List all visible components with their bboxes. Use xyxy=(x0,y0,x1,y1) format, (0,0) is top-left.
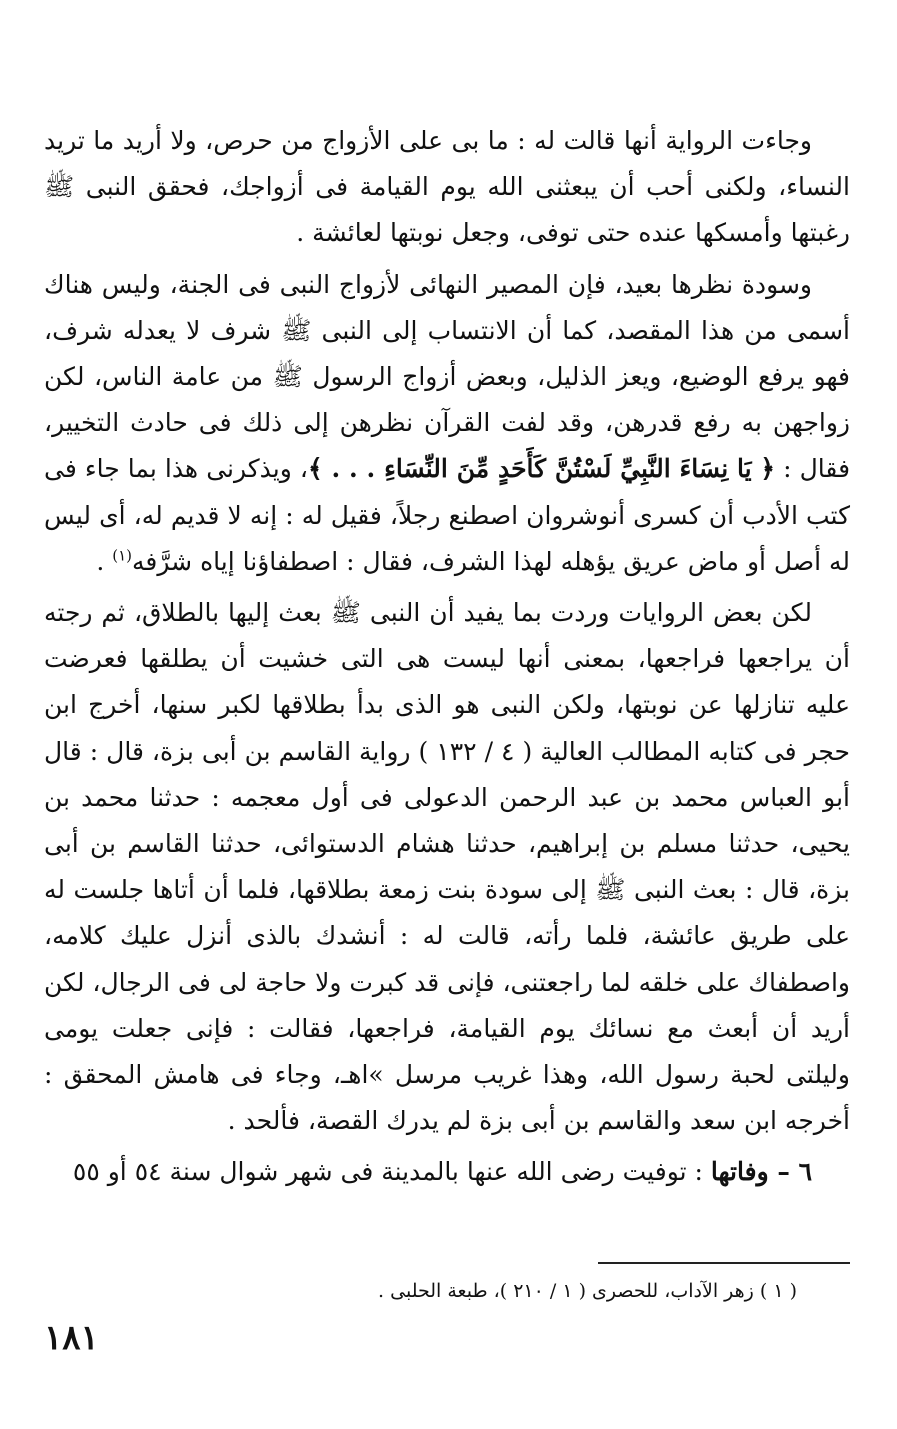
paragraph-1 xyxy=(44,118,850,257)
footnote-divider xyxy=(598,1262,850,1264)
page-number: ١٨١ xyxy=(44,1318,99,1358)
footnote-reference: (١) xyxy=(112,546,133,565)
paragraph-2-text-after-quote: ، ويذكرنى هذا بما جاء فى كتب الأدب أن كسرى أنوشروان اصطنع رجلاً، فقيل له : إنه لا قديم له، أى ليس له أصل أو ماض عريق يؤهله لهذا الشرف، فقال : اصطفاؤنا إياه شرَّفه xyxy=(44,454,850,576)
paragraph-1-text: وجاءت الرواية أنها قالت له : ما بى على الأزواج من حرص، ولا أريد ما تريد النساء، ولكنى أحب أن يبعثنى الله يوم القيامة فى أزواجك، فحقق النبى ﷺ رغبتها وأمسكها عنده حتى توفى، وجعل نوبتها لعائشة . xyxy=(44,126,850,248)
paragraph-2-text-before-quote: وسودة نظرها بعيد، فإن المصير النهائى لأزواج النبى فى الجنة، وليس هناك أسمى من هذا المقصد، كما أن الانتساب إلى النبى ﷺ شرف لا يعدله شرف، فهو يرفع الوضيع، ويعز الذليل، وبعض أزواج الرسول ﷺ من عامة الناس، لكن زواجهن به رفع قدرهن، وقد لفت القرآن نظرهن إلى ذلك فى حادث التخيير، فقال : xyxy=(44,269,851,484)
main-text xyxy=(44,118,850,1196)
paragraph-3-text: لكن بعض الروايات وردت بما يفيد أن النبى ﷺ بعث إليها بالطلاق، ثم رجته أن يراجعها فراجعها، بمعنى أنها ليست هى التى خشيت أن يطلقها فعرضت عليه تنازلها عن نوبتها، ولكن النبى هو الذى بدأ بطلاقها لكبر سنها، أخرج ابن حجر فى كتابه المطالب العالية ( ٤ / ١٣٢ ) رواية القاسم بن أبى بزة، قال : قال أبو العباس محمد بن عبد الرحمن الدعولى فى أول معجمه : حدثنا محمد بن يحيى، حدثنا مسلم بن إبراهيم، حدثنا هشام الدستوائى، حدثنا القاسم بن أبى بزة، قال : بعث النبى ﷺ إلى سودة بنت زمعة بطلاقها، فلما أن أتاها جلست له على طريق عائشة، فلما رأته، قالت له : أنشدك بالذى أنزل عليك كلامه، واصطفاك على خلقه لما راجعتنى، فإنى قد كبرت ولا حاجة لى فى الرجال، لكن أريد أن أبعث مع نسائك يوم القيامة، فراجعها، فقالت : فإنى جعلت يومى وليلتى لحبة رسول الله، وهذا غريب مرسل »اهـ، وجاء فى هامش المحقق : أخرجه ابن سعد والقاسم بن أبى بزة لم يدرك القصة، فألحد . xyxy=(44,598,850,1136)
paragraph-2-end: . xyxy=(96,546,113,576)
paragraph-4 xyxy=(44,1149,850,1195)
footnote: ( ١ ) زهر الآداب، للحصرى ( ١ / ٢١٠ )، طبعة الحلبى . xyxy=(378,1280,797,1302)
paragraph-4-text: : توفيت رضى الله عنها بالمدينة فى شهر شوال سنة ٥٤ أو ٥٥ xyxy=(72,1157,711,1187)
quran-quote: ﴿ يَا نِسَاءَ النَّبِيِّ لَسْتُنَّ كَأَحَدٍ مِّنَ النِّسَاءِ . . . ﴾ xyxy=(308,454,776,484)
paragraph-3 xyxy=(44,590,850,1144)
paragraph-2 xyxy=(44,262,850,585)
section-heading: ٦ – وفاتها xyxy=(710,1157,812,1187)
